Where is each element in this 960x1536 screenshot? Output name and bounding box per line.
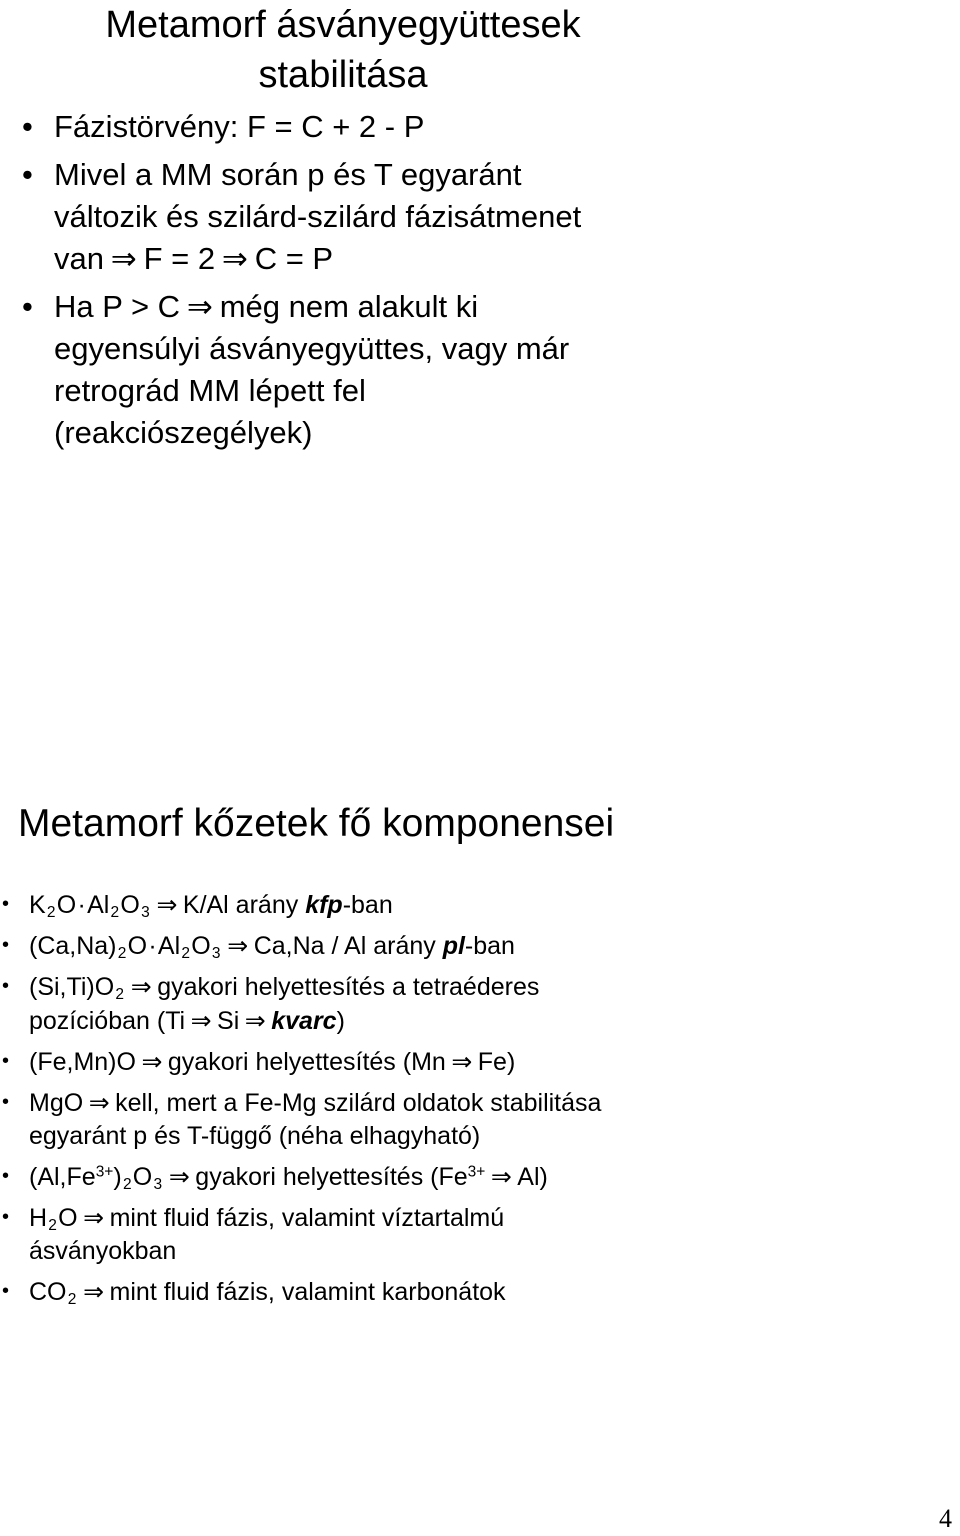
list-item-k2o: • $K_2O\cdot Al_2O_3$ ⇒ K/Al arány kfp-ban — [0, 888, 940, 922]
list-item-mm-condition: • Mivel a MM során p és T egyaránt változik és szilárd-szilárd fázisátmenet van ⇒ F = 2 ⇒ C = P — [22, 154, 662, 280]
list-item-femn: • (Fe,Mn)O ⇒ gyakori helyettesítés (Mn ⇒ Fe) — [0, 1045, 940, 1079]
list-item-siti: • $(Si,Ti)O_2$ ⇒ gyakori helyettesítés a tetraéderes pozícióban (Ti ⇒ Si ⇒ kvarc) — [0, 970, 940, 1038]
implies-arrow-icon: ⇒ — [130, 972, 152, 1001]
phase-rule-list — [22, 106, 662, 460]
implies-arrow-icon: ⇒ — [186, 289, 213, 325]
implies-arrow-icon: ⇒ — [227, 931, 249, 960]
list-item-mgo: • MgO ⇒ kell, mert a Fe-Mg szilárd oldatok stabilitása egyaránt p és T-függő (néha elhagyható) — [0, 1086, 940, 1153]
page-number: 4 — [939, 1504, 952, 1533]
implies-arrow-icon: ⇒ — [190, 1006, 212, 1035]
implies-arrow-icon: ⇒ — [244, 1006, 266, 1035]
list-item-phase-rule: • Fázistörvény: F = C + 2 - P — [22, 106, 662, 148]
implies-arrow-icon: ⇒ — [88, 1088, 110, 1117]
implies-arrow-icon: ⇒ — [221, 241, 248, 277]
list-item-cana: • $(Ca,Na)_2O\cdot Al_2O_3$ ⇒ Ca,Na / Al arány pl-ban — [0, 929, 940, 963]
implies-arrow-icon: ⇒ — [156, 890, 178, 919]
components-list — [0, 888, 940, 1316]
implies-arrow-icon: ⇒ — [83, 1277, 105, 1306]
section-title: Metamorf kőzetek fő komponensei — [18, 802, 615, 845]
slide-title — [0, 0, 686, 100]
implies-arrow-icon: ⇒ — [168, 1162, 190, 1191]
implies-arrow-icon: ⇒ — [83, 1203, 105, 1232]
implies-arrow-icon: ⇒ — [141, 1047, 163, 1076]
slide-title-line2: stabilitása — [258, 54, 428, 96]
list-item-h2o: • $H_2O$ ⇒ mint fluid fázis, valamint víztartalmú ásványokban — [0, 1201, 940, 1268]
list-item-co2: • $CO_2$ ⇒ mint fluid fázis, valamint karbonátok — [0, 1275, 940, 1309]
slide-title-line1: Metamorf ásványegyüttesek — [105, 4, 581, 46]
list-item-alfe: • $(Al,Fe^{3+})_2O_3$ ⇒ gyakori helyettesítés ($Fe^{3+}$ ⇒ Al) — [0, 1160, 940, 1194]
implies-arrow-icon: ⇒ — [451, 1047, 473, 1076]
implies-arrow-icon: ⇒ — [110, 241, 137, 277]
list-item-p-greater-c: • Ha P > C ⇒ még nem alakult ki egyensúlyi ásványegyüttes, vagy már retrográd MM lépett fel (reakciószegélyek) — [22, 286, 662, 454]
implies-arrow-icon: ⇒ — [490, 1162, 512, 1191]
